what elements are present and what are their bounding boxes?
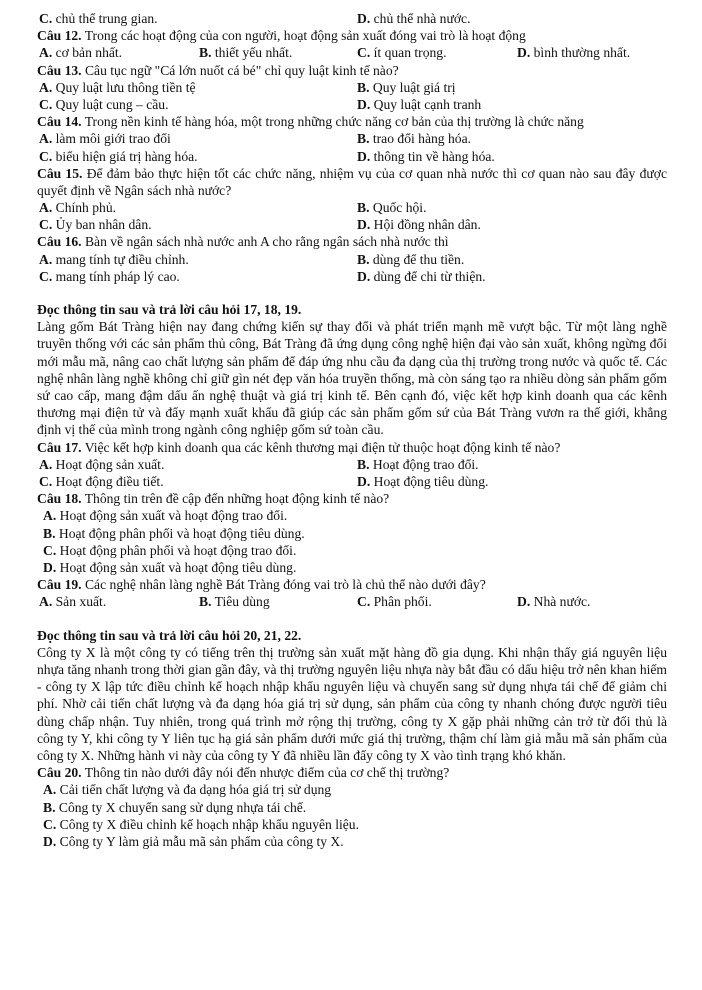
- option-a[interactable]: A. Hoạt động sản xuất và hoạt động trao đổi.: [43, 508, 288, 524]
- question-text: Thông tin nào dưới đây nói đến nhược điểm của cơ chế thị trường?: [84, 765, 450, 781]
- option-b[interactable]: B. Quốc hội.: [357, 200, 427, 216]
- question-text: Các nghệ nhân làng nghề Bát Tràng đóng vai trò là chủ thể nào dưới đây?: [84, 577, 486, 593]
- exam-page: [37, 10, 667, 850]
- option-c[interactable]: C. Hoạt động điều tiết.: [39, 474, 164, 490]
- question-text: Bàn về ngân sách nhà nước anh A cho rằng ngân sách nhà nước thì: [84, 234, 449, 250]
- option-b[interactable]: B. Công ty X chuyển sang sử dụng nhựa tái chế.: [43, 799, 307, 815]
- question-label: Câu 20.: [37, 765, 82, 781]
- question-13: [37, 62, 667, 79]
- option-a[interactable]: A. Sản xuất.: [39, 594, 107, 610]
- option-d[interactable]: D. Hoạt động tiêu dùng.: [357, 474, 489, 490]
- option-a[interactable]: A. Chính phủ.: [39, 200, 117, 216]
- question-label: Câu 17.: [37, 439, 82, 455]
- question-text: Việc kết hợp kinh doanh qua các kênh thương mại điện tử thuộc hoạt động kinh tế nào?: [84, 439, 561, 455]
- option-b[interactable]: B. Tiêu dùng: [199, 594, 270, 610]
- question-18: [37, 490, 667, 507]
- option-text: chủ thể nhà nước.: [373, 11, 471, 26]
- option-d[interactable]: D. bình thường nhất.: [517, 45, 631, 61]
- question-text: Câu tục ngữ "Cá lớn nuốt cá bé" chỉ quy luật kinh tế nào?: [84, 62, 399, 78]
- option-d[interactable]: D. thông tin về hàng hóa.: [357, 148, 495, 164]
- option-c[interactable]: C. Hoạt động phân phối và hoạt động trao đổi.: [43, 542, 297, 558]
- option-b[interactable]: B. Hoạt động phân phối và hoạt động tiêu dùng.: [43, 525, 305, 541]
- option-b[interactable]: B. thiết yếu nhất.: [199, 45, 293, 61]
- question-17: [37, 439, 667, 456]
- option-c[interactable]: C. Ủy ban nhân dân.: [39, 217, 152, 233]
- question-12-options: [37, 44, 667, 61]
- option-a[interactable]: A. mang tính tự điều chỉnh.: [39, 251, 189, 267]
- option-a[interactable]: A. cơ bản nhất.: [39, 45, 123, 61]
- reading-passage-2: Công ty X là một công ty có tiếng trên thị trường sản xuất mặt hàng đồ gia dụng. Khi nhận thấy giá nguyên liệu nhựa tăng nhanh trong thời gian gần đây, và thị trường nguyên liệu nhựa này bắt đầu có dấu hiệu trở nên khan hiếm - công ty X lập tức điều chỉnh kế hoạch nhập khẩu nguyên liệu và chuyển sang sử dụng nhựa tái chế để giảm chi phí. Nhờ cải tiến chất lượng và đa dạng hóa giá trị sử dụng, sản phẩm của công ty nhanh chóng được người tiêu dùng chấp nhận. Tuy nhiên, trong quá trình mở rộng thị trường, công ty X gặp phải những cản trở từ đối thủ là công ty Y, khi công ty Y liên tục hạ giá sản phẩm dưới mức giá thị trường, thậm chí làm giả mẫu mã sản phẩm của công ty X. Những hành vi này của công ty Y đã nhiều lần đẩy công ty X vào tình trạng khó khăn.: [37, 644, 667, 763]
- option-b[interactable]: B. Hoạt động trao đổi.: [357, 456, 479, 472]
- question-12: [37, 27, 667, 44]
- question-15: [37, 165, 667, 199]
- question-19-options: [37, 593, 667, 610]
- question-14: [37, 113, 667, 130]
- option-d[interactable]: D. Hội đồng nhân dân.: [357, 217, 481, 233]
- option-d[interactable]: D. Hoạt động sản xuất và hoạt động tiêu dùng.: [43, 559, 297, 575]
- option-letter: D.: [357, 11, 371, 26]
- option-d[interactable]: D. Nhà nước.: [517, 594, 591, 610]
- prev-question-options: [37, 10, 667, 27]
- section-heading-17-19: Đọc thông tin sau và trả lời câu hỏi 17, 18, 19.: [37, 302, 302, 318]
- question-14-options: [37, 130, 667, 164]
- question-16: [37, 233, 667, 250]
- question-20: [37, 764, 667, 781]
- question-label: Câu 12.: [37, 28, 82, 44]
- question-label: Câu 18.: [37, 491, 82, 507]
- option-d[interactable]: D. dùng để chi từ thiện.: [357, 268, 486, 284]
- question-text: Trong các hoạt động của con người, hoạt động sản xuất đóng vai trò là hoạt động: [84, 28, 526, 44]
- question-17-options: [37, 456, 667, 490]
- option-c[interactable]: C. mang tính pháp lý cao.: [39, 268, 180, 284]
- question-text: Trong nền kinh tế hàng hóa, một trong những chức năng cơ bản của thị trường là chức năng: [84, 114, 584, 130]
- question-label: Câu 19.: [37, 577, 82, 593]
- option-a[interactable]: A. Quy luật lưu thông tiền tệ: [39, 79, 196, 95]
- option-c[interactable]: C. Phân phối.: [357, 594, 432, 610]
- reading-passage-1: Làng gốm Bát Tràng hiện nay đang chứng kiến sự thay đổi và phát triển mạnh mẽ vượt bậc. Từ một làng nghề truyền thống với các sản phẩm thủ công, Bát Tràng đã ứng dụng công nghệ hiện đại vào sản xuất, không ngừng đổi mới mẫu mã, nâng cao chất lượng sản phẩm để đáp ứng nhu cầu đa dạng của thị trường trong nước và quốc tế. Các nghệ nhân làng nghề không chỉ giữ gìn nét đẹp văn hóa truyền thống, mà còn sáng tạo ra nhiều dòng sản phẩm gốm sứ cao cấp, mang đậm dấu ấn nghệ thuật và giá trị kinh tế. Bên cạnh đó, việc kết hợp kinh doanh qua các kênh thương mại điện tử và đẩy mạnh xuất khẩu đã giúp các sản phẩm gốm sứ của Bát Tràng vươn ra thế giới, khẳng định vị thế của mình trong ngành công nghiệp gốm sứ toàn cầu.: [37, 319, 667, 438]
- section-heading-20-22: Đọc thông tin sau và trả lời câu hỏi 20, 21, 22.: [37, 627, 302, 643]
- option-letter: C.: [39, 11, 53, 26]
- option-c[interactable]: C. ít quan trọng.: [357, 45, 447, 61]
- option-a[interactable]: A. Hoạt động sản xuất.: [39, 456, 165, 472]
- question-label: Câu 16.: [37, 234, 82, 250]
- question-label: Câu 15.: [37, 165, 83, 181]
- question-15-options: [37, 199, 667, 233]
- option-text: chủ thể trung gian.: [55, 11, 158, 26]
- option-c[interactable]: [37, 10, 355, 27]
- option-b[interactable]: B. dùng để thu tiền.: [357, 251, 465, 267]
- question-label: Câu 14.: [37, 114, 82, 130]
- option-c[interactable]: C. biểu hiện giá trị hàng hóa.: [39, 148, 198, 164]
- option-d[interactable]: [355, 10, 667, 27]
- option-a[interactable]: A. làm môi giới trao đổi: [39, 131, 171, 147]
- option-d[interactable]: D. Quy luật cạnh tranh: [357, 96, 482, 112]
- option-a[interactable]: A. Cải tiến chất lượng và đa dạng hóa giá trị sử dụng: [43, 782, 332, 798]
- option-c[interactable]: C. Công ty X điều chỉnh kế hoạch nhập khẩu nguyên liệu.: [43, 816, 359, 832]
- question-19: [37, 576, 667, 593]
- option-b[interactable]: B. Quy luật giá trị: [357, 79, 456, 95]
- option-d[interactable]: D. Công ty Y làm giả mẫu mã sản phẩm của công ty X.: [43, 833, 344, 849]
- question-16-options: [37, 251, 667, 285]
- question-label: Câu 13.: [37, 62, 82, 78]
- question-text: Thông tin trên đề cập đến những hoạt động kinh tế nào?: [84, 491, 390, 507]
- question-text: Để đảm bảo thực hiện tốt các chức năng, nhiệm vụ của cơ quan nhà nước thì cơ quan nào sau đây được quyết định về Ngân sách nhà nước?: [37, 165, 667, 198]
- option-b[interactable]: B. trao đổi hàng hóa.: [357, 131, 472, 147]
- option-c[interactable]: C. Quy luật cung – cầu.: [39, 96, 169, 112]
- question-13-options: [37, 79, 667, 113]
